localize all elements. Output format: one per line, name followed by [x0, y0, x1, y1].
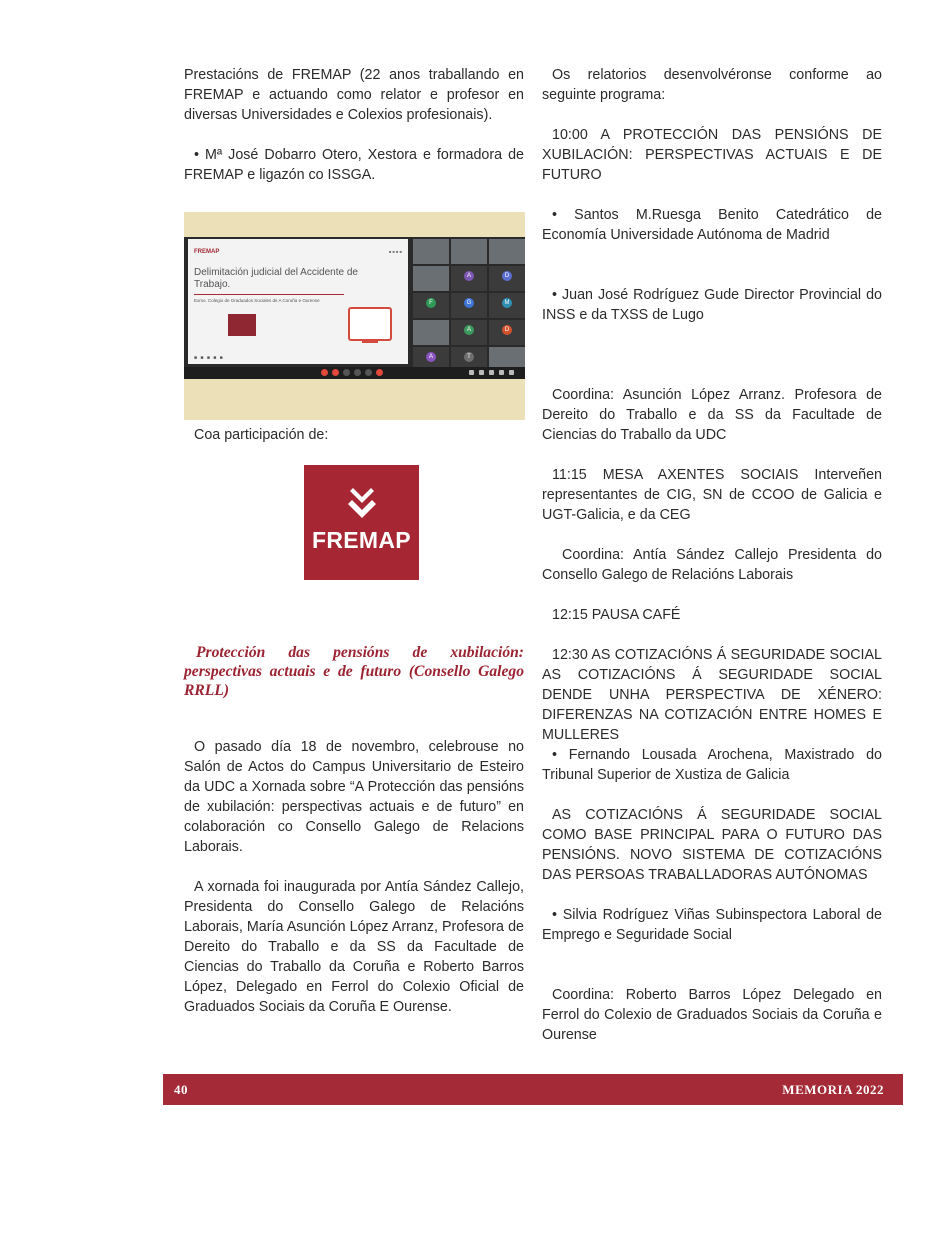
program-session-1115: 11:15 MESA AXENTES SOCIAIS Interveñen representantes de CIG, SN de CCOO de Galicia e UGT-Galicia, e da CEG	[542, 467, 882, 523]
paragraph-dobarro: • Mª José Dobarro Otero, Xestora e formadora de FREMAP e ligazón co ISSGA.	[184, 147, 524, 183]
participant-tile: M	[489, 293, 525, 318]
coordinator-sandez: Coordina: Antía Sández Callejo Presidenta do Consello Galego de Relacións Laborais	[542, 547, 882, 583]
program-intro: Os relatorios desenvolvéronse conforme ao seguinte programa:	[542, 67, 882, 103]
participant-tile: D	[489, 320, 525, 345]
slide-logos-row: ■ ■ ■ ■ ■	[194, 355, 224, 361]
video-call-window	[184, 237, 525, 379]
hand-icon	[354, 369, 361, 376]
camera-icon	[332, 369, 339, 376]
participant-tile: D	[489, 266, 525, 291]
section-title: Protección das pensións de xubilación: perspectivas actuais e de futuro (Consello Galego RRLL)	[184, 644, 524, 699]
program-session-1230: 12:30 AS COTIZACIÓNS Á SEGURIDADE SOCIAL AS COTIZACIÓNS Á SEGURIDADE SOCIAL DENDE UNHA PERSPECTIVA DE XÉNERO: DIFERENZAS NA COTIZACIÓN ENTRE HOMES E MULLERES	[542, 647, 882, 743]
speaker-rodriguez-gude: • Juan José Rodríguez Gude Director Provincial do INSS e da TXSS de Lugo	[542, 287, 882, 323]
info-icon	[469, 370, 474, 375]
participant-tile: A	[413, 347, 449, 372]
speaker-ruesga: • Santos M.Ruesga Benito Catedrático de Economía Universidade Autónoma de Madrid	[542, 207, 882, 243]
participant-tile	[413, 320, 449, 345]
chat-icon	[489, 370, 494, 375]
participant-tile	[451, 239, 487, 264]
captions-icon	[343, 369, 350, 376]
program-session-1000: 10:00 A PROTECCIÓN DAS PENSIÓNS DE XUBILACIÓN: PERSPECTIVAS ACTUAIS E DE FUTURO	[542, 127, 882, 183]
participant-tile: A	[451, 320, 487, 345]
presentation-slide	[188, 239, 408, 364]
present-icon	[365, 369, 372, 376]
slide-title: Delimitación judicial del Accidente de Trabajo.	[194, 267, 358, 290]
speaker-rodriguez-vinas: • Silvia Rodríguez Viñas Subinspectora Laboral de Emprego e Seguridade Social	[542, 907, 882, 943]
mic-icon	[321, 369, 328, 376]
slide-social-icons: ■ ■ ■ ■	[389, 249, 402, 254]
paragraph-xornada: O pasado día 18 de novembro, celebrouse no Salón de Actos do Campus Universitario de Esteiro da UDC a Xornada sobre “A Protección das pensións de xubilación: perspectivas actuais e de futuro” en colaboración co Consello Galego de Relacions Laborais.	[184, 739, 524, 855]
footer-title: MEMORIA 2022	[782, 1082, 884, 1097]
page-footer	[163, 1074, 903, 1105]
slide-subtitle: Exmo. Colegio de Graduados Sociales de A Coruña e Ourense	[194, 298, 320, 303]
page-number: 40	[174, 1082, 188, 1097]
college-seal-icon	[228, 314, 256, 336]
participant-tile: G	[451, 293, 487, 318]
video-call-toolbar	[184, 367, 525, 379]
fremap-logo-word: FREMAP	[312, 527, 411, 553]
participant-tile: A	[451, 266, 487, 291]
monitor-base-icon	[362, 340, 378, 343]
people-icon	[479, 370, 484, 375]
participant-tile: T	[451, 347, 487, 372]
participant-tile: F	[413, 293, 449, 318]
photo-caption: Coa participación de:	[194, 427, 329, 443]
monitor-book-icon	[348, 307, 392, 341]
coordinator-lopez-arranz: Coordina: Asunción López Arranz. Profesora de Dereito do Traballo e da SS da Facultade de Ciencias do Traballo da UDC	[542, 387, 882, 443]
paragraph-inauguracion: A xornada foi inaugurada por Antía Sández Callejo, Presidenta do Consello Galego de Relacións Laborais, María Asunción López Arranz, Profesora de Dereito do Traballo e da SS da Facultade de Ciencias do Traballo da Coruña e Roberto Barros López, Delegado en Ferrol do Colexio Oficial de Graduados Sociais da Coruña E Ourense.	[184, 879, 524, 1015]
fremap-logo-mark-icon	[344, 485, 380, 521]
lock-icon	[509, 370, 514, 375]
speaker-lousada: • Fernando Lousada Arochena, Maxistrado do Tribunal Superior de Xustiza de Galicia	[542, 747, 882, 783]
activities-icon	[499, 370, 504, 375]
hang-up-icon	[376, 369, 383, 376]
fremap-logo	[304, 465, 419, 580]
video-call-screenshot	[184, 212, 525, 420]
participant-tile	[489, 239, 525, 264]
paragraph-fremap-bio: Prestacións de FREMAP (22 anos traballando en FREMAP e actuando como relator e profesor en diversas Universidades e Colexios profesionais).	[184, 67, 524, 123]
program-break-1215: 12:15 PAUSA CAFÉ	[552, 607, 681, 623]
slide-logo: FREMAP	[194, 249, 220, 255]
participant-tile	[413, 239, 449, 264]
program-subtopic-autonomos: AS COTIZACIÓNS Á SEGURIDADE SOCIAL COMO BASE PRINCIPAL PARA O FUTURO DAS PENSIÓNS. NOVO SISTEMA DE COTIZACIÓNS DAS PERSOAS TRABALLADORAS AUTÓNOMAS	[542, 807, 882, 883]
slide-divider	[194, 294, 344, 295]
participant-tile	[413, 266, 449, 291]
coordinator-barros: Coordina: Roberto Barros López Delegado en Ferrol do Colexio de Graduados Sociais da Coruña e Ourense	[542, 987, 882, 1043]
